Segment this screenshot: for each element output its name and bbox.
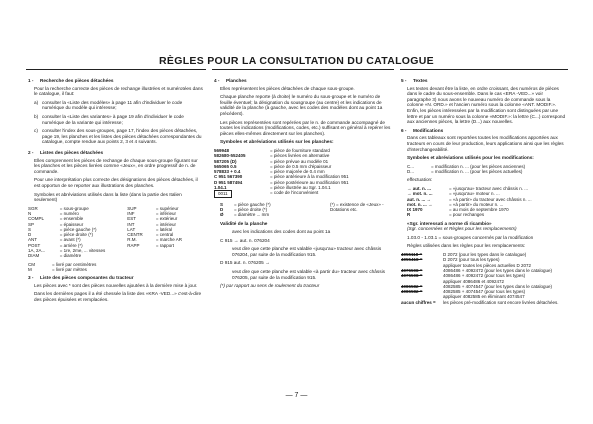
section-6-heading: 6 - Modifications <box>401 127 444 133</box>
effectuation-table: → aut. n. ... = «jusqu'au» tracteur avec châssis n. ... → mot. n. ... = «jusqu'au» moteur n. ... aut. n. ... → = «à partir» du tracteur avec châssis n. ... mot. n. ... → = «à partir» du moteur n. ... IX 1970 = au mois de septembre 1970 R = pour rechanges <box>407 185 532 218</box>
title-rule-left <box>26 69 206 70</box>
section-4-heading: 4 - Planches <box>214 78 247 83</box>
symbols-title: Symboles et abréviations utilisés sur les planches: <box>220 139 334 145</box>
footnote: (*) par rapport au sens de roulement du tracteur <box>220 283 320 289</box>
codes-table: 569948 = pièce de fourniture standard 582680-552405 = pièces livrées en alternative 587205 (D) = pièce prévue au modèle 01 565065 0.5 = pièce de 0.5 mm d'épaisseur 578833 + 0.4 = pièce majorée de 0.4 mm C 951 567390 = pièce antérieure à la modification 951 D 951 587494 = pièce postérieure au modification 951 1.04.1 = pièce illustrée au Sgr. 1.04.1 0011 = code de l'inconvénient <box>214 147 349 197</box>
sgr-example: 1.03.0 - 1.03.1 = sous-groupes concernés par la modification <box>407 234 534 240</box>
list-item: consulter la «Liste des modèles» à page 11 afin d'individuer le code numérique du modèle qui intéresse; <box>42 99 183 111</box>
sgr-subtitle: (Sgr. concernées et Règles pour les remplacements) <box>407 226 517 232</box>
validity-example: C 915 → aut. n. 076204 <box>220 237 270 243</box>
section-1-items: a) consulter la «Liste des modèles» à page 11 afin d'individuer le code numérique du modèle qui intéresse; b) consulter la «Liste des variantes» à page 19 afin d'individuer le code numérique de la variante qui intéresse; c) consulter l'index des sous-groupes, page 17, l'index des pièces détachées, page 19, les planches et les listes des pièces détachées correspondantes du catalogue, compte rendue aux points 2, 3 et 4 suivants. <box>28 100 204 148</box>
section-1-intro: Pour la recherche correcte des pièces de rechange illustrées et numérotées dans le catalogue, il faut: <box>34 85 203 97</box>
column-2 <box>214 76 392 292</box>
section-4-para: Elles représentent les pièces détachées de chaque sous-groupe. <box>220 85 355 91</box>
mod-symbols-table: C... = modification n. ... (pour les pièces anciennes) D... = modification n. ... (pour les pièces actuelles) <box>407 163 526 175</box>
units-table: CM = livré par centimètres M = livré par mètres <box>28 261 97 272</box>
column-1 <box>28 76 204 306</box>
validity-para: avec les indications des codes dont au point 1a <box>232 229 331 235</box>
section-3-para: Les pièces avec * sont des pièces nouvelles ajoutées à la dernière mise à jour. <box>34 282 198 288</box>
section-2-heading: 2 - Listes des pièces détachées <box>28 149 104 155</box>
mod-symbols-title: Symboles et abréviations utilisés pour les modifications: <box>407 155 534 161</box>
abbreviation-table: SGR = sous-groupe SUP = supérieur N = numéro INF = inférieur COMPL = ensemble EST = extérieur SP = épaisseur INT = intérieur S = pièce gauche (*) LAT = latéral D = pièce droite (*) CENTR = central ANT = avant (*) R.M. = marche AR POST = arrière (*) RAPP = rapport 1A, 2A... = 1re, 2me, ... vitesses DIAM = diamètre <box>28 205 182 259</box>
rules-title: Règles utilisées dans les règles pour les remplacements: <box>407 243 526 249</box>
effectuation-title: effectuation: <box>407 177 433 183</box>
section-2-para: Elles comprennent les pièces de rechange de chaque sous-groupe figurant sur les planches et les pièces livrées comme «Jeux», en ordre progressif de n. de commande. <box>34 157 198 174</box>
section-5-para: Les textes devant être la liste, en ordre croissant, des numéros de pièces dans le cadre du sous-ensemble. Dans le cas «ERA -VED...» voir paragraphe 3) nous avons le nouveau numéro de commande sous la colonne «N. ORD.» et l'ancien numéro sous la colonne «ANT. MODIF.». Enfin, les pièces intéressées par la modification sont distinguées par une lettre et par un numéro sous la colonne «MODIF.»: la lettre (C...) correspond aux anciennes pièces, la lettre (D...) aux nouvelles. <box>407 85 566 125</box>
section-3-para: Dans les dernières pages il a été chessée la liste des «KRA -VED...» c'est-à-dire des pièces épuisées et remplacées. <box>34 291 202 303</box>
title-rule-right <box>400 69 568 70</box>
sides-note: (*) = existence de «Jeux» - Dotations etc. <box>330 201 384 212</box>
section-6-para: Dans ces tableaux sont reportées toutes les modifications apportées aux tracteurs en cours de leur production, leurs applications ainsi que les règles d'interchangeabilité. <box>407 135 564 152</box>
validity-example: D 915 aut. n. 076205 → <box>220 260 270 266</box>
section-4-para: Les pièces représentées sont repérées par le n. de commande accompagné de toutes les indications (modifications, codes, etc.) suffisant en général à repérer les pièces elles-mêmes directement sur les planches). <box>220 119 391 136</box>
validity-title: Validité de la planche <box>220 220 268 226</box>
rules-table: 4055118 = D 2072 (pour les types dans le catalogue) 4055418 = D 2072 (pour tous les types) appliquer toutes les pièces actuelles D 2072 4076508 = 4086486 + 4092472 (pour les types dans le catalogue) 4076508 = 4086486 + 4092472 (pour tous les types) appliquer 4086486 et 4092472 4086582 = 4082585 + 4074547 (pour les types dans le catalogue) 4086582 = 4082585 + 4074547 (pour tous les types) appliquer 4082585 en éliminant 4074547 aucun chiffres = les pièces pré-modification sont encore livrées détachées. <box>401 252 559 305</box>
sides-block: S = pièce gauche (*) D = pièce droite (*) Ø = diamètre ... mm (*) = existence de «Jeux» - Dotations etc. <box>214 202 392 218</box>
section-2-para: Pour une interprétation plus correcte des désignations des pièces détachées, il est opportun de se reporter aux illustrations des planches. <box>34 177 198 188</box>
column-3 <box>401 76 567 305</box>
page-number: — 7 — <box>285 392 308 399</box>
title-rule-mid <box>212 69 394 70</box>
validity-desc: veut dire que cette planche est valable «à partir du» tracteur avec châssis 076205, par suite de la modification 915. <box>232 269 385 280</box>
validity-desc: veut dire que cette planche est valable «jusqu'au» tracteur avec châssis 076204, par suite de la modification 915. <box>232 246 382 257</box>
page-title: RÈGLES POUR LA CONSULTATION DU CATALOGUE <box>159 55 434 67</box>
section-1-heading: 1 - Recherche des pièces détachées <box>28 78 114 83</box>
code-box: 0011 <box>214 190 232 197</box>
list-item: consulter l'index des sous-groupes, page 17, l'index des pièces détachées, page 19, les planches et les listes des pièces détachées correspondantes du catalogue, compte rendue aux points 2, 3 et 4 suivants. <box>42 128 202 145</box>
section-2-para: Symboles et abréviations utilisés dans la liste (dans la partie des Italien seulement) <box>34 191 182 203</box>
section-4-para: Chaque planche reporte (à droite) le numéro du sous-groupe et le numéro de feuille éventuel; la désignation du sousgroupe (au centre) et les indications de validité de la planche (à gauche, avec les codes des modèles dont au point 1a précédent). <box>220 94 383 116</box>
section-3-heading: 3 - Liste des pièces composantes du tracteur <box>28 275 134 281</box>
section-5-heading: 5 - Textes <box>401 78 428 83</box>
sgr-title: «Sgr. interessati a norme di ricambio» <box>407 220 492 226</box>
list-item: consulter la «Liste des variantes» à page 19 afin d'individuer le code numérique de la variante qui intéresse; <box>42 113 184 125</box>
